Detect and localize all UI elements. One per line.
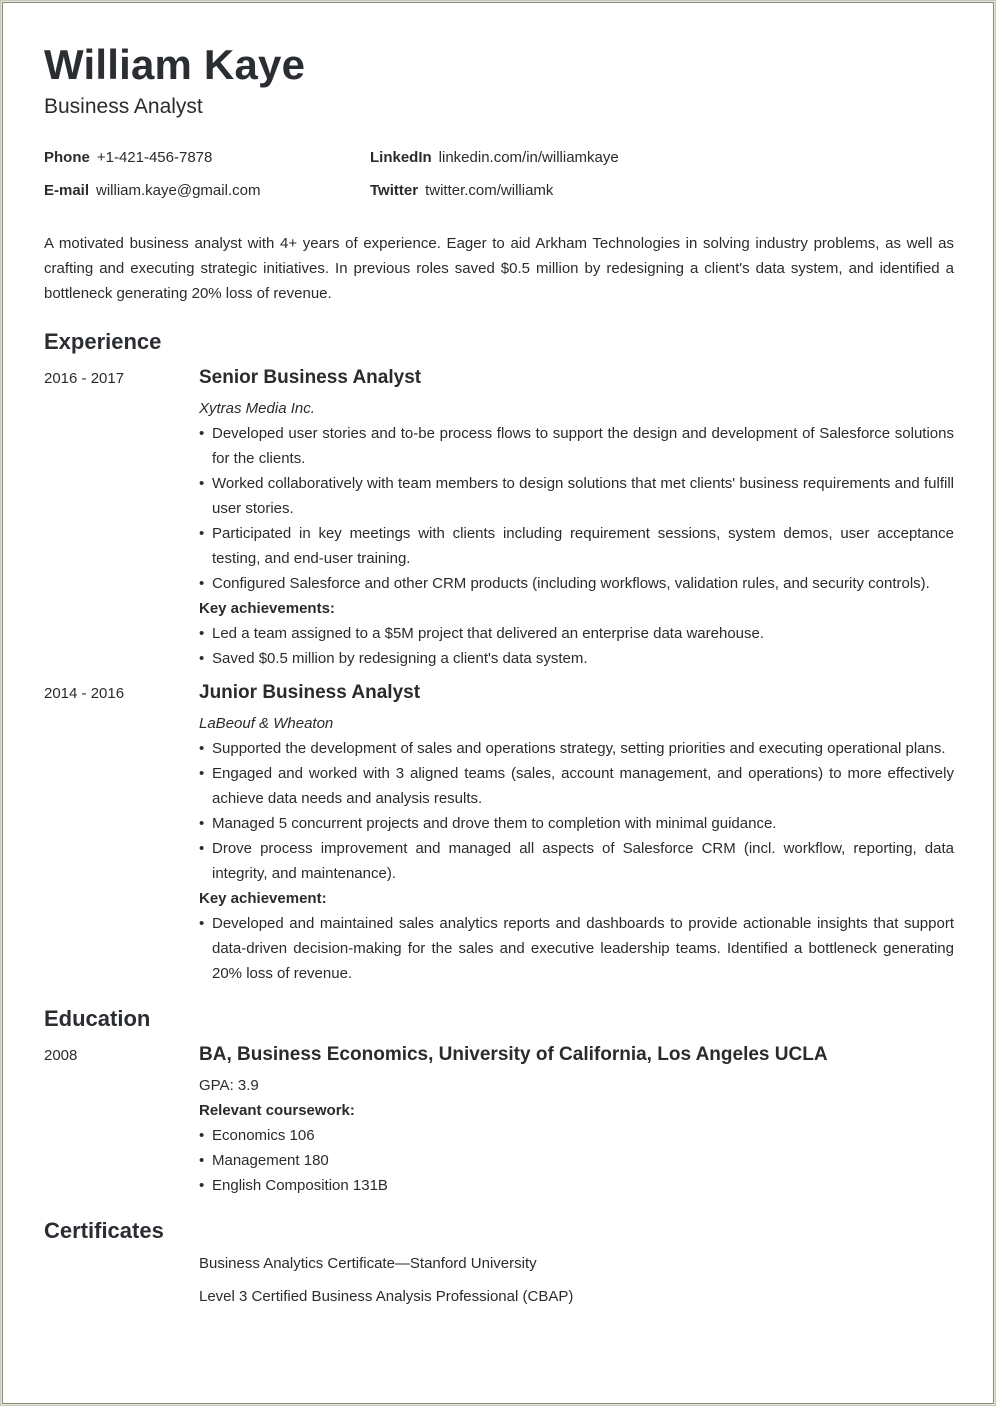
- job-duties-list: [199, 736, 954, 886]
- experience-heading: Experience: [44, 329, 162, 354]
- degree-title: BA, Business Economics, University of California, Los Angeles UCLA: [199, 1044, 828, 1065]
- linkedin-link[interactable]: linkedin.com/in/williamkaye: [438, 149, 619, 166]
- candidate-role: Business Analyst: [44, 95, 203, 118]
- phone-value: +1-421-456-7878: [96, 149, 213, 166]
- gpa: GPA: 3.9: [199, 1077, 259, 1094]
- list-item: • Saved $0.5 million by redesigning a client's data system.: [199, 646, 954, 671]
- job-entry-junior: [199, 682, 954, 986]
- achievements-label: Key achievements:: [199, 600, 335, 617]
- job-dates: 2014 - 2016: [44, 685, 125, 702]
- job-company: Xytras Media Inc.: [199, 400, 315, 417]
- education-year: 2008: [44, 1047, 78, 1064]
- job-duties-list: [199, 421, 954, 596]
- contact-email: [44, 182, 260, 199]
- contact-phone: [44, 149, 212, 166]
- twitter-link[interactable]: twitter.com/williamk: [425, 182, 554, 199]
- achievements-label: Key achievement:: [199, 890, 327, 907]
- achievements-list: [199, 621, 954, 671]
- list-item: • English Composition 131B: [199, 1173, 954, 1198]
- coursework-label: Relevant coursework:: [199, 1102, 355, 1119]
- job-dates: 2016 - 2017: [44, 370, 125, 387]
- job-entry-senior: [199, 367, 954, 671]
- list-item: • Supported the development of sales and operations strategy, setting priorities and executing operational plans.: [199, 736, 954, 761]
- summary-paragraph: A motivated business analyst with 4+ years of experience. Eager to aid Arkham Technologies in solving industry problems, as well as crafting and executing strategic initiatives. In previous roles saved $0.5 million by redesigning a client's data system, and identified a bottleneck generating 20% loss of revenue.: [44, 235, 954, 302]
- certificates-heading: Certificates: [44, 1218, 164, 1243]
- certificate-item: Business Analytics Certificate—Stanford University: [199, 1255, 537, 1272]
- resume-page: [2, 2, 994, 1404]
- list-item: • Participated in key meetings with clients including requirement sessions, system demos, user acceptance testing, and end-user training.: [199, 521, 954, 571]
- phone-label: Phone: [44, 149, 90, 166]
- certificates-list: [199, 1247, 954, 1313]
- linkedin-label: LinkedIn: [370, 149, 432, 166]
- list-item: • Led a team assigned to a $5M project that delivered an enterprise data warehouse.: [199, 621, 954, 646]
- list-item: • Management 180: [199, 1148, 954, 1173]
- email-link[interactable]: william.kaye@gmail.com: [96, 182, 261, 199]
- list-item: • Drove process improvement and managed all aspects of Salesforce CRM (incl. workflow, reporting, data integrity, and maintenance).: [199, 836, 954, 886]
- email-label: E-mail: [44, 182, 90, 199]
- achievements-list: [199, 911, 954, 986]
- education-entry: [199, 1044, 954, 1198]
- list-item: • Managed 5 concurrent projects and drove them to completion with minimal guidance.: [199, 811, 954, 836]
- certificate-item: Level 3 Certified Business Analysis Professional (CBAP): [199, 1288, 574, 1305]
- contact-twitter: [370, 182, 553, 199]
- list-item: • Configured Salesforce and other CRM products (including workflows, validation rules, and security controls).: [199, 571, 954, 596]
- job-company: LaBeouf & Wheaton: [199, 715, 334, 732]
- contact-linkedin: [370, 149, 619, 166]
- job-title: Junior Business Analyst: [199, 682, 421, 703]
- list-item: • Economics 106: [199, 1123, 954, 1148]
- list-item: • Engaged and worked with 3 aligned teams (sales, account management, and operations) to more effectively achieve data needs and analysis results.: [199, 761, 954, 811]
- list-item: • Developed user stories and to-be process flows to support the design and development of Salesforce solutions for the clients.: [199, 421, 954, 471]
- education-heading: Education: [44, 1006, 151, 1031]
- candidate-name: William Kaye: [44, 41, 306, 88]
- twitter-label: Twitter: [370, 182, 419, 199]
- list-item: • Worked collaboratively with team members to design solutions that met clients' business requirements and fulfill user stories.: [199, 471, 954, 521]
- list-item: • Developed and maintained sales analytics reports and dashboards to provide actionable insights that support data-driven decision-making for the sales and executive leadership teams. Identified a bottleneck generating 20% loss of revenue.: [199, 911, 954, 986]
- job-title: Senior Business Analyst: [199, 367, 422, 388]
- coursework-list: [199, 1123, 954, 1198]
